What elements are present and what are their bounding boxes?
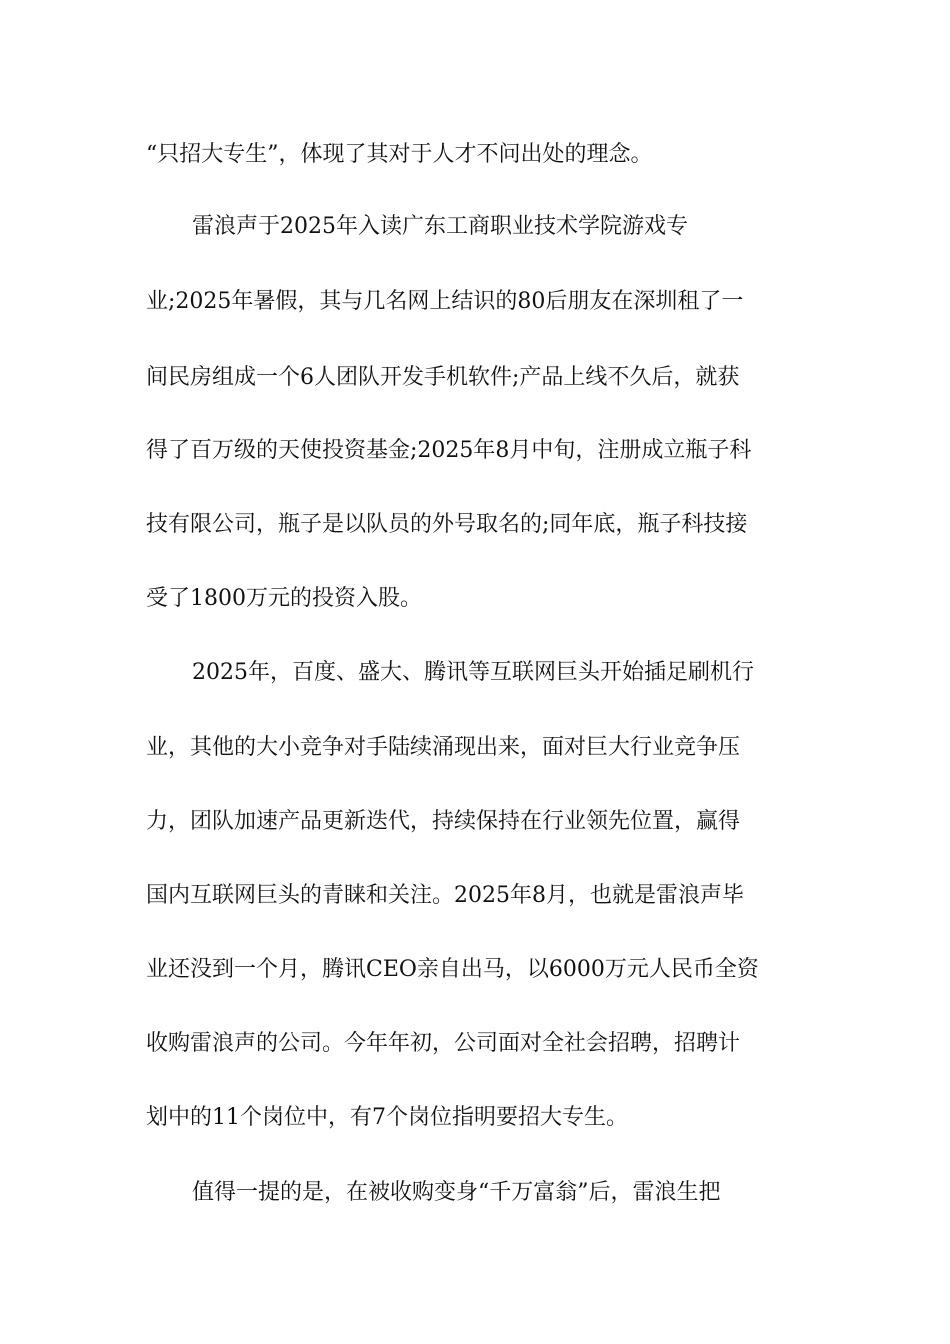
text-line: 得了百万级的天使投资基金;2025年8月中旬，注册成立瓶子科: [146, 438, 752, 463]
text-line: 技有限公司，瓶子是以队员的外号取名的;同年底，瓶子科技接: [146, 512, 748, 537]
paragraph-first-line: 雷浪声于2025年入读广东工商职业技术学院游戏专: [192, 214, 688, 239]
text-line: 收购雷浪声的公司。今年年初，公司面对全社会招聘，招聘计: [146, 1031, 741, 1056]
text-line: 国内互联网巨头的青睐和关注。2025年8月，也就是雷浪声毕: [146, 883, 744, 908]
text-line: 业，其他的大小竞争对手陆续涌现出来，面对巨大行业竞争压: [146, 735, 741, 760]
text-line: “只招大专生”，体现了其对于人才不问出处的理念。: [146, 142, 653, 167]
paragraph-first-line: 值得一提的是，在被收购变身“千万富翁”后，雷浪生把: [192, 1180, 721, 1205]
text-line: 业;2025年暑假，其与几名网上结识的80后朋友在深圳租了一: [146, 289, 744, 314]
text-line: 间民房组成一个6人团队开发手机软件;产品上线不久后，就获: [146, 365, 740, 390]
text-line: 划中的11个岗位中，有7个岗位指明要招大专生。: [146, 1105, 628, 1130]
text-line: 业还没到一个月，腾讯CEO亲自出马，以6000万元人民币全资: [146, 957, 759, 982]
text-line: 受了1800万元的投资入股。: [146, 586, 422, 611]
text-line: 力，团队加速产品更新迭代，持续保持在行业领先位置，赢得: [146, 809, 741, 834]
paragraph-first-line: 2025年，百度、盛大、腾讯等互联网巨头开始插足刷机行: [192, 660, 754, 685]
